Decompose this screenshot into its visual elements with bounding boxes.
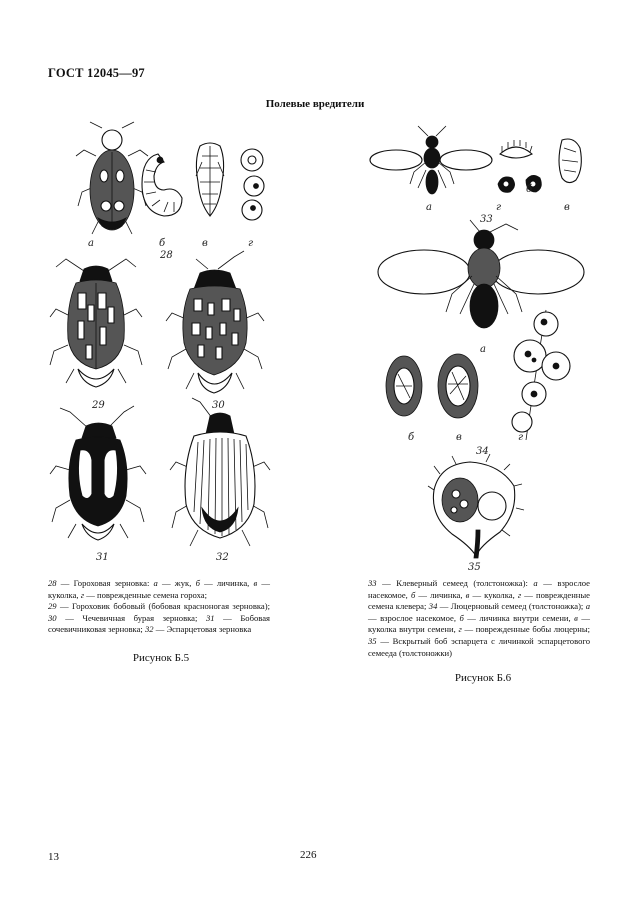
label-33: 33 bbox=[480, 214, 493, 225]
caption-ref: г bbox=[80, 589, 85, 600]
figure-left-title: Рисунок Б.5 bbox=[132, 652, 190, 664]
caption-text: — Бобовая сочевичниковая зерновка; bbox=[48, 612, 270, 635]
caption-text: — поврежденные семена гороха; bbox=[84, 589, 208, 600]
section-title: Полевые вредители bbox=[265, 98, 365, 110]
label-34a: а bbox=[480, 344, 486, 355]
beetle-29-drawing bbox=[50, 259, 142, 387]
page-number: 226 bbox=[300, 849, 317, 861]
caption-text: — куколка, bbox=[469, 589, 518, 600]
caption-text: — личинка, bbox=[415, 589, 466, 600]
label-28: 28 bbox=[160, 250, 173, 261]
caption-text: — Гороховик бобовый (бобовая красноногая зерновка); bbox=[56, 601, 270, 612]
caption-ref: а bbox=[153, 578, 158, 588]
figure-right bbox=[360, 120, 600, 573]
label-33g: г bbox=[496, 202, 502, 213]
caption-text: — взрослое насекомое, bbox=[368, 612, 460, 623]
beetle-31-drawing bbox=[50, 406, 146, 540]
figure-left bbox=[40, 120, 280, 570]
caption-ref: а bbox=[585, 601, 591, 612]
label-28a: а bbox=[88, 238, 94, 249]
insect-33a-drawing bbox=[370, 126, 492, 194]
caption-text: — Вскрытый боб эспарцета с личинкой эспарцетового семееда (толстоножки) bbox=[368, 635, 590, 658]
pupa-28v-drawing bbox=[196, 143, 224, 216]
figure-right-caption bbox=[368, 578, 590, 659]
caption-ref: 32 bbox=[144, 624, 154, 635]
caption-ref: 34 bbox=[428, 601, 438, 612]
seed-34v-drawing bbox=[438, 354, 478, 418]
caption-text: — куколка, bbox=[48, 578, 270, 600]
larva-28b-drawing bbox=[142, 154, 182, 216]
label-28v: в bbox=[202, 238, 208, 249]
caption-ref: в bbox=[465, 589, 470, 600]
caption-ref: 35 bbox=[368, 635, 377, 646]
label-33a: а bbox=[426, 202, 432, 213]
larvae-33b-drawing bbox=[498, 140, 541, 192]
caption-ref: 30 bbox=[48, 612, 57, 623]
caption-text: — взрослое насекомое, bbox=[368, 578, 590, 600]
caption-text: — личинка внутри семени, bbox=[463, 612, 575, 623]
figure-left-caption bbox=[48, 578, 270, 636]
label-30: 30 bbox=[212, 400, 225, 411]
caption-ref: б bbox=[459, 612, 464, 623]
label-34g: г bbox=[518, 432, 524, 443]
label-35: 35 bbox=[468, 562, 481, 573]
caption-text: — поврежденные бобы люцерны; bbox=[461, 624, 590, 635]
label-34v: в bbox=[456, 432, 462, 443]
caption-ref: 28 bbox=[48, 578, 57, 588]
caption-text: — Клеверный семеед (толстоножка): bbox=[376, 578, 534, 588]
insect-34a-drawing bbox=[378, 220, 584, 328]
pupa-33v-drawing bbox=[559, 139, 581, 183]
caption-ref: в bbox=[574, 612, 578, 623]
footer-left-number: 13 bbox=[48, 851, 59, 863]
caption-ref: 33 bbox=[368, 578, 377, 588]
figure-left-illustrations bbox=[40, 120, 280, 570]
caption-ref: г bbox=[517, 589, 522, 600]
beetle-32-drawing bbox=[170, 398, 270, 546]
pods-34g-drawing bbox=[512, 310, 570, 440]
peas-28g-drawing bbox=[241, 149, 264, 220]
caption-text: — личинка, bbox=[199, 578, 254, 588]
label-34: 34 bbox=[476, 446, 489, 457]
caption-text: — Гороховая зерновка: bbox=[56, 578, 154, 588]
caption-text: — Эспарцетовая зерновка bbox=[153, 624, 252, 635]
caption-ref: г bbox=[458, 624, 462, 635]
label-32: 32 bbox=[216, 552, 229, 563]
caption-text: — Люцерновый семеед (толстоножка); bbox=[437, 601, 586, 612]
seed-34b-drawing bbox=[386, 356, 422, 416]
beetle-28a-drawing bbox=[76, 122, 148, 234]
caption-ref: 29 bbox=[48, 601, 57, 612]
caption-text: — поврежденные семена клевера; bbox=[368, 589, 590, 612]
caption-text: — жук, bbox=[157, 578, 196, 588]
caption-text: — Чечевичная бурая зерновка; bbox=[56, 612, 206, 623]
label-33b: б bbox=[526, 184, 533, 195]
caption-ref: а bbox=[533, 578, 538, 588]
standard-header: ГОСТ 12045—97 bbox=[48, 66, 145, 80]
pod-35-drawing bbox=[428, 454, 524, 558]
caption-text: — куколка внутри семени, bbox=[368, 612, 590, 635]
beetle-30-drawing bbox=[166, 251, 264, 393]
figure-right-title: Рисунок Б.6 bbox=[454, 672, 512, 684]
label-28g: г bbox=[248, 238, 254, 249]
label-31: 31 bbox=[96, 552, 109, 563]
label-29: 29 bbox=[92, 400, 105, 411]
caption-ref: б bbox=[410, 589, 416, 600]
caption-ref: б bbox=[195, 578, 200, 588]
label-34b: б bbox=[408, 432, 415, 443]
label-28b: б bbox=[159, 238, 166, 249]
caption-ref: в bbox=[253, 578, 258, 588]
caption-ref: 31 bbox=[205, 612, 215, 623]
label-33v: в bbox=[564, 202, 570, 213]
